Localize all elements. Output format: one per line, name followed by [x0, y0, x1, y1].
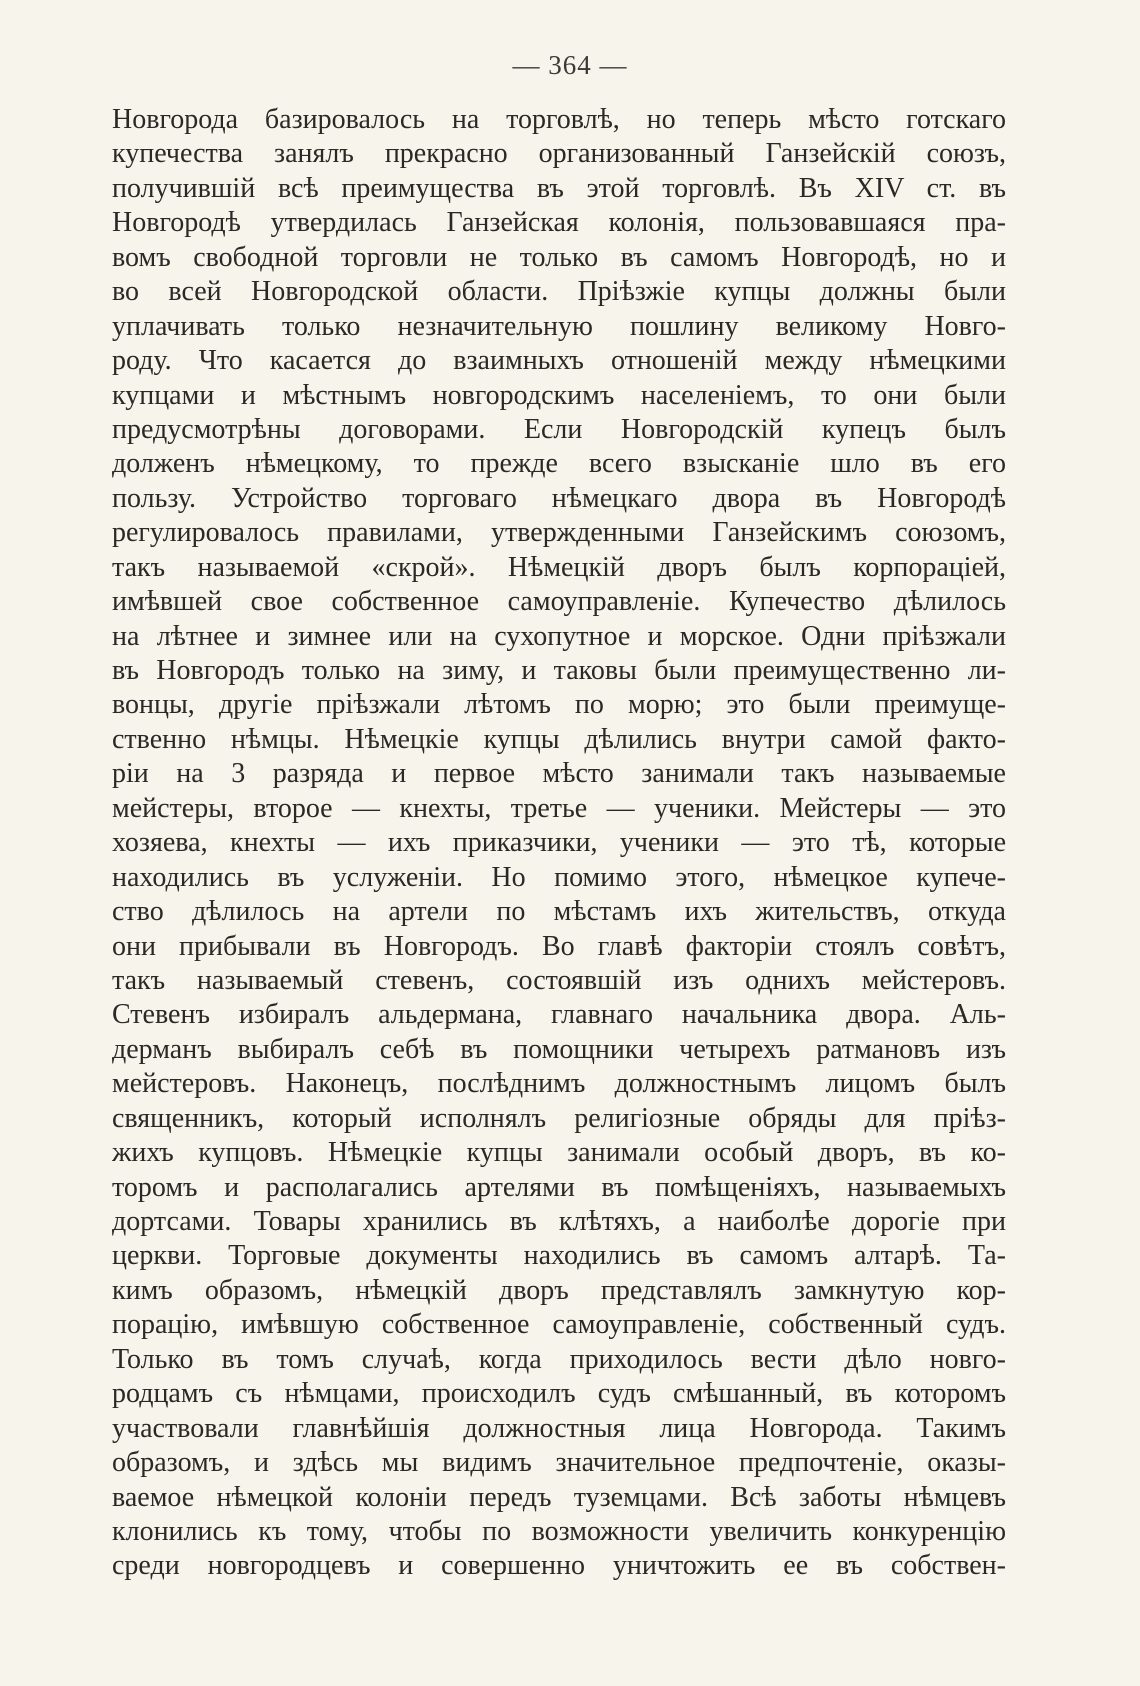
text-line: находились въ услуженіи. Но помимо этого, нѣмецкое купече- — [112, 861, 1006, 893]
text-line: Стевенъ избиралъ альдермана, главнаго начальника двора. Аль- — [112, 999, 1006, 1031]
page-number: — 364 — — [512, 50, 628, 80]
text-line: получившій всѣ преимущества въ этой торговлѣ. Въ XIV ст. въ — [112, 172, 1006, 204]
text-line: уплачивать только незначительную пошлину великому Новго- — [112, 310, 1006, 342]
text-line: на лѣтнее и зимнее или на сухопутное и морское. Одни пріѣзжали — [112, 620, 1006, 652]
text-line: пользу. Устройство торговаго нѣмецкаго двора въ Новгородѣ — [112, 482, 1006, 514]
text-line: родцамъ съ нѣмцами, происходилъ судъ смѣшанный, въ которомъ — [112, 1378, 1006, 1410]
text-line: церкви. Торговые документы находились въ самомъ алтарѣ. Та- — [112, 1240, 1006, 1272]
text-line: священникъ, который исполнялъ религіозные обряды для пріѣз- — [112, 1102, 1006, 1134]
text-line: купцами и мѣстнымъ новгородскимъ населеніемъ, то они были — [112, 379, 1006, 411]
text-line: образомъ, и здѣсь мы видимъ значительное предпочтеніе, оказы- — [112, 1447, 1006, 1479]
text-line: долженъ нѣмецкому, то прежде всего взысканіе шло въ его — [112, 448, 1006, 480]
body-text — [112, 103, 1006, 1584]
text-line: вонцы, другіе пріѣзжали лѣтомъ по морю; это были преимуще- — [112, 689, 1006, 721]
text-line: въ Новгородъ только на зиму, и таковы были преимущественно ли- — [112, 655, 1006, 686]
text-line: клонились къ тому, чтобы по возможности увеличить конкуренцію — [112, 1515, 1006, 1547]
text-line: дерманъ выбиралъ себѣ въ помощники четырехъ ратмановъ изъ — [112, 1033, 1006, 1065]
text-line: мейстеры, второе — кнехты, третье — ученики. Мейстеры — это — [112, 792, 1006, 824]
text-line: ріи на 3 разряда и первое мѣсто занимали такъ называемые — [112, 758, 1006, 790]
text-line: купечества занялъ прекрасно организованный Ганзейскій союзъ, — [112, 138, 1006, 170]
text-line: торомъ и располагались артелями въ помѣщеніяхъ, называемыхъ — [112, 1171, 1006, 1203]
text-line: во всей Новгородской области. Пріѣзжіе купцы должны были — [112, 276, 1006, 308]
text-line: предусмотрѣны договорами. Если Новгородскій купецъ былъ — [112, 413, 1006, 445]
text-line: ваемое нѣмецкой колоніи передъ туземцами. Всѣ заботы нѣмцевъ — [112, 1481, 1006, 1513]
text-line: имѣвшей свое собственное самоуправленіе. Купечество дѣлилось — [112, 586, 1006, 618]
text-line: Только въ томъ случаѣ, когда приходилось вести дѣло новго- — [112, 1343, 1006, 1375]
text-line: вомъ свободной торговли не только въ самомъ Новгородѣ, но и — [112, 241, 1006, 273]
text-line: хозяева, кнехты — ихъ приказчики, ученики — это тѣ, которые — [112, 827, 1006, 859]
text-line: такъ называемый стевенъ, состоявшій изъ однихъ мейстеровъ. — [112, 964, 1006, 996]
text-line: среди новгородцевъ и совершенно уничтожить ее въ собствен- — [112, 1550, 1006, 1582]
text-line: порацію, имѣвшую собственное самоуправленіе, собственный судъ. — [112, 1309, 1006, 1341]
text-line: ство дѣлилось на артели по мѣстамъ ихъ жительствъ, откуда — [112, 896, 1006, 928]
text-line: регулировалось правилами, утвержденными Ганзейскимъ союзомъ, — [112, 517, 1006, 549]
text-line: они прибывали въ Новгородъ. Во главѣ факторіи стоялъ совѣтъ, — [112, 930, 1006, 962]
text-line: такъ называемой «скрой». Нѣмецкій дворъ былъ корпораціей, — [112, 551, 1006, 583]
text-line: ственно нѣмцы. Нѣмецкіе купцы дѣлились внутри самой факто- — [112, 723, 1006, 755]
text-line: Новгорода базировалось на торговлѣ, но теперь мѣсто готскаго — [112, 104, 1006, 135]
text-line: дортсами. Товары хранились въ клѣтяхъ, а наиболѣе дорогіе при — [112, 1206, 1006, 1237]
text-line: жихъ купцовъ. Нѣмецкіе купцы занимали особый дворъ, въ ко- — [112, 1137, 1006, 1169]
text-line: мейстеровъ. Наконецъ, послѣднимъ должностнымъ лицомъ былъ — [112, 1068, 1006, 1100]
text-line: Новгородѣ утвердилась Ганзейская колонія, пользовавшаяся пра- — [112, 207, 1006, 239]
text-line: участвовали главнѣйшія должностныя лица Новгорода. Такимъ — [112, 1412, 1006, 1444]
text-line: кимъ образомъ, нѣмецкій дворъ представлялъ замкнутую кор- — [112, 1274, 1006, 1306]
text-line: роду. Что касается до взаимныхъ отношеній между нѣмецкими — [112, 345, 1006, 377]
